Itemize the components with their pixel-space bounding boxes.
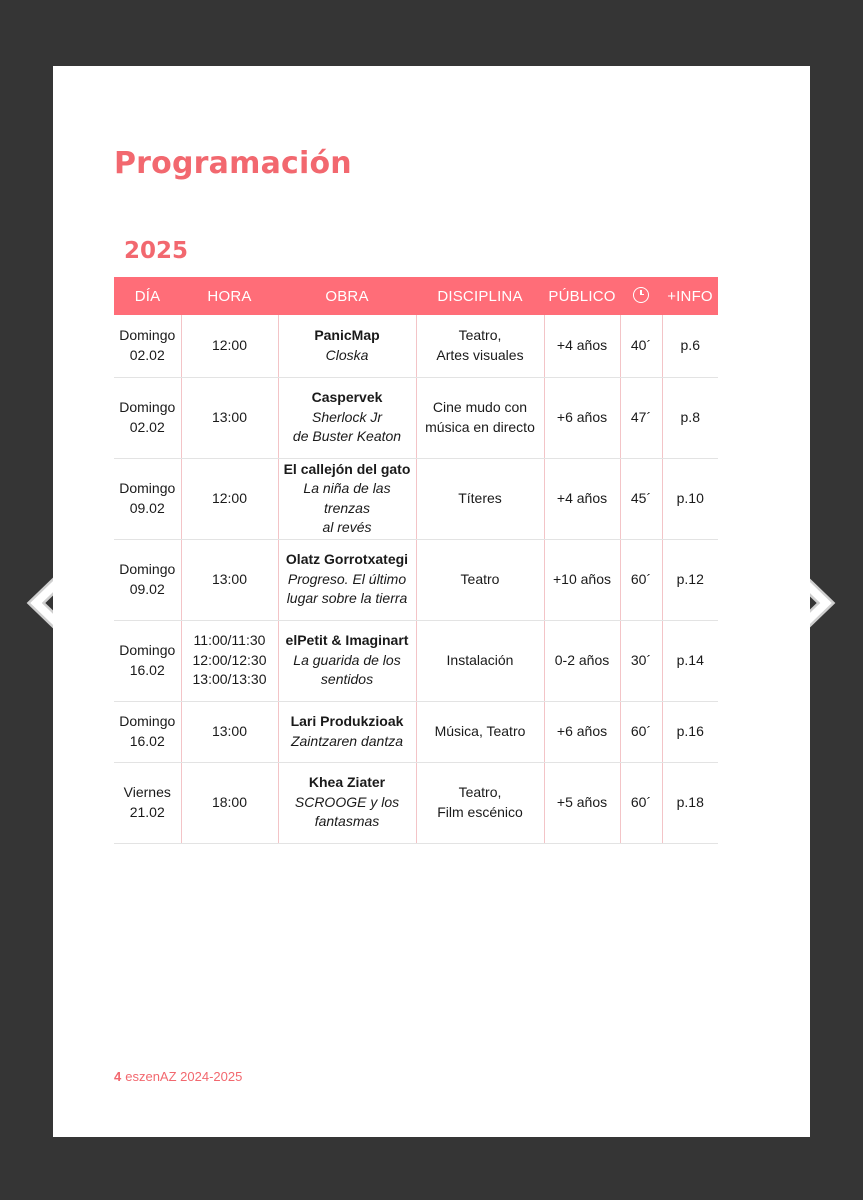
cell-publico: +4 años bbox=[544, 458, 620, 539]
table-row bbox=[114, 315, 718, 377]
cell-disciplina bbox=[416, 458, 544, 539]
cell-duracion: 47´ bbox=[620, 377, 662, 458]
day-text: Domingo bbox=[119, 713, 176, 729]
cell-dia bbox=[114, 762, 181, 843]
work-title: Progreso. El último bbox=[287, 570, 407, 587]
cell-hora bbox=[181, 701, 278, 762]
artist-name: Olatz Gorrotxategi bbox=[285, 551, 409, 568]
cell-info: p.10 bbox=[662, 458, 718, 539]
page-title: Programación bbox=[114, 146, 352, 181]
cell-disciplina bbox=[416, 701, 544, 762]
artist-name: Lari Produkzioak bbox=[290, 713, 404, 729]
day-text: 09.02 bbox=[129, 499, 165, 516]
time-text: 13:00 bbox=[211, 570, 248, 587]
year-heading: 2025 bbox=[124, 238, 189, 264]
day-text: Domingo bbox=[119, 327, 176, 344]
cell-duracion: 60´ bbox=[620, 701, 662, 762]
cell-info: p.6 bbox=[662, 315, 718, 377]
time-text: 12:00/12:30 bbox=[192, 651, 267, 668]
artist-name: El callejón del gato bbox=[283, 460, 411, 477]
work-title: de Buster Keaton bbox=[292, 428, 402, 445]
page-footer bbox=[114, 1069, 242, 1084]
day-text: Domingo bbox=[119, 480, 176, 496]
work-title: La niña de las trenzas bbox=[303, 480, 391, 516]
footer-text: eszenAZ 2024-2025 bbox=[125, 1069, 243, 1084]
cell-info: p.16 bbox=[662, 701, 718, 762]
day-text: 09.02 bbox=[129, 580, 165, 597]
cell-publico: +6 años bbox=[544, 701, 620, 762]
work-title: SCROOGE y los bbox=[294, 793, 400, 810]
discipline-text: Teatro, bbox=[458, 784, 502, 800]
time-text: 13:00 bbox=[211, 722, 248, 739]
header-hora: HORA bbox=[181, 277, 278, 315]
cell-disciplina bbox=[416, 539, 544, 620]
clock-icon bbox=[633, 287, 649, 303]
cell-obra bbox=[278, 458, 416, 539]
work-title: lugar sobre la tierra bbox=[286, 590, 408, 607]
day-text: 16.02 bbox=[129, 661, 165, 678]
cell-publico: +6 años bbox=[544, 377, 620, 458]
cell-obra bbox=[278, 539, 416, 620]
cell-hora bbox=[181, 458, 278, 539]
table-row bbox=[114, 377, 718, 458]
work-title: Sherlock Jr bbox=[311, 408, 383, 425]
work-title: Closka bbox=[325, 346, 369, 363]
artist-name: PanicMap bbox=[314, 327, 380, 344]
cell-dia bbox=[114, 315, 181, 377]
cell-hora bbox=[181, 539, 278, 620]
header-info: +INFO bbox=[662, 277, 718, 315]
work-title: sentidos bbox=[320, 671, 374, 688]
artist-name: Caspervek bbox=[311, 389, 383, 406]
cell-hora bbox=[181, 762, 278, 843]
day-text: 16.02 bbox=[129, 732, 165, 749]
header-publico: PÚBLICO bbox=[544, 277, 620, 315]
table-header-row bbox=[114, 277, 718, 315]
cell-dia bbox=[114, 620, 181, 701]
cell-disciplina bbox=[416, 620, 544, 701]
cell-publico: +4 años bbox=[544, 315, 620, 377]
cell-duracion: 60´ bbox=[620, 539, 662, 620]
cell-obra bbox=[278, 762, 416, 843]
time-text: 18:00 bbox=[211, 793, 248, 810]
time-text: 13:00 bbox=[211, 408, 248, 425]
work-title: al revés bbox=[322, 519, 372, 535]
artist-name: elPetit & Imaginart bbox=[285, 632, 409, 649]
cell-duracion: 45´ bbox=[620, 458, 662, 539]
header-disciplina: DISCIPLINA bbox=[416, 277, 544, 315]
day-text: Domingo bbox=[119, 399, 176, 415]
cell-hora bbox=[181, 315, 278, 377]
discipline-text: Teatro, bbox=[458, 327, 502, 344]
day-text: 21.02 bbox=[129, 803, 165, 820]
cell-publico: 0-2 años bbox=[544, 620, 620, 701]
cell-hora bbox=[181, 377, 278, 458]
cell-disciplina bbox=[416, 377, 544, 458]
day-text: Domingo bbox=[119, 561, 176, 577]
header-duracion bbox=[620, 277, 662, 315]
day-text: Viernes bbox=[123, 784, 171, 800]
time-text: 11:00/11:30 bbox=[193, 632, 266, 649]
cell-obra bbox=[278, 315, 416, 377]
discipline-text: Cine mudo con bbox=[432, 399, 528, 415]
work-title: La guarida de los bbox=[293, 651, 401, 668]
footer-page-number: 4 bbox=[114, 1069, 122, 1084]
cell-info: p.18 bbox=[662, 762, 718, 843]
cell-disciplina bbox=[416, 315, 544, 377]
discipline-text: Música, Teatro bbox=[434, 722, 526, 739]
work-title: fantasmas bbox=[314, 813, 380, 830]
cell-publico: +5 años bbox=[544, 762, 620, 843]
table-row bbox=[114, 539, 718, 620]
document-page bbox=[53, 66, 810, 1137]
time-text: 13:00/13:30 bbox=[192, 671, 267, 688]
table-row bbox=[114, 762, 718, 843]
table-row bbox=[114, 458, 718, 539]
schedule-table bbox=[114, 277, 718, 844]
time-text: 12:00 bbox=[211, 489, 248, 506]
discipline-text: Instalación bbox=[446, 651, 514, 668]
day-text: Domingo bbox=[119, 642, 176, 658]
cell-obra bbox=[278, 620, 416, 701]
cell-dia bbox=[114, 539, 181, 620]
cell-info: p.12 bbox=[662, 539, 718, 620]
discipline-text: música en directo bbox=[425, 418, 535, 435]
table-row bbox=[114, 701, 718, 762]
cell-dia bbox=[114, 377, 181, 458]
cell-obra bbox=[278, 377, 416, 458]
table-row bbox=[114, 620, 718, 701]
header-obra: OBRA bbox=[278, 277, 416, 315]
cell-info: p.14 bbox=[662, 620, 718, 701]
cell-duracion: 60´ bbox=[620, 762, 662, 843]
cell-dia bbox=[114, 701, 181, 762]
discipline-text: Títeres bbox=[458, 489, 502, 506]
cell-info: p.8 bbox=[662, 377, 718, 458]
header-dia: DÍA bbox=[114, 277, 181, 315]
discipline-text: Artes visuales bbox=[436, 346, 524, 363]
cell-hora bbox=[181, 620, 278, 701]
artist-name: Khea Ziater bbox=[308, 774, 386, 791]
day-text: 02.02 bbox=[129, 418, 165, 435]
work-title: Zaintzaren dantza bbox=[290, 732, 404, 749]
day-text: 02.02 bbox=[129, 346, 165, 363]
cell-duracion: 30´ bbox=[620, 620, 662, 701]
discipline-text: Teatro bbox=[460, 570, 500, 587]
cell-publico: +10 años bbox=[544, 539, 620, 620]
cell-dia bbox=[114, 458, 181, 539]
cell-duracion: 40´ bbox=[620, 315, 662, 377]
time-text: 12:00 bbox=[211, 337, 248, 353]
cell-obra bbox=[278, 701, 416, 762]
discipline-text: Film escénico bbox=[437, 803, 523, 820]
cell-disciplina bbox=[416, 762, 544, 843]
